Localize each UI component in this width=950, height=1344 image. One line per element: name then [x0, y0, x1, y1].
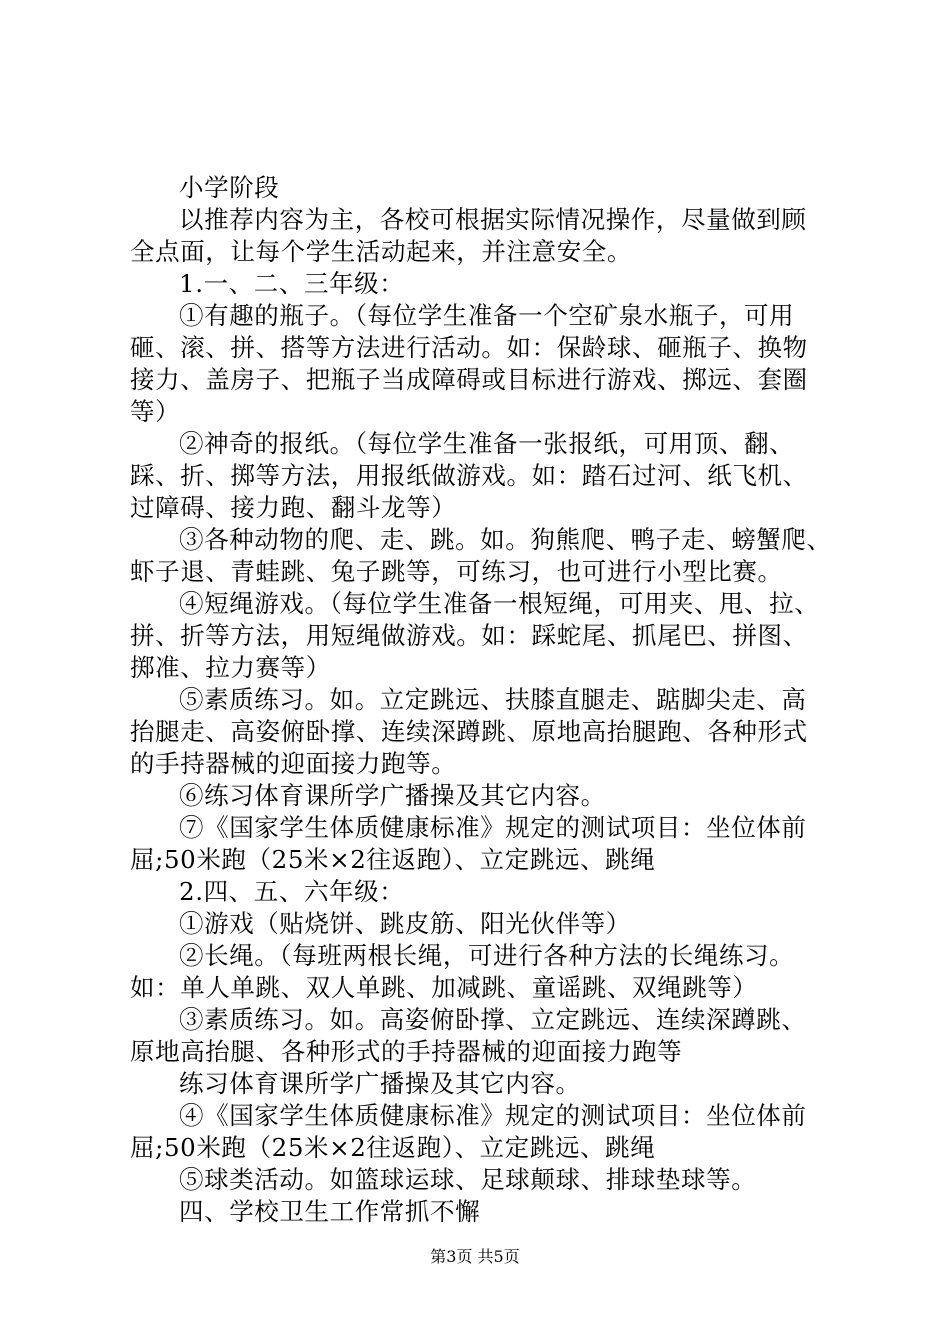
- text-line: ⑤素质练习。如。立定跳远、扶膝直腿走、踮脚尖走、高: [179, 685, 807, 714]
- text-line: 踩、折、掷等方法，用报纸做游戏。如：踏石过河、纸飞机、: [130, 461, 808, 490]
- text-line: 过障碍、接力跑、翻斗龙等）: [130, 493, 457, 522]
- text-line: 屈;50米跑（25米×2往返跑）、立定跳远、跳绳: [130, 1133, 656, 1162]
- text-line: 屈;50米跑（25米×2往返跑）、立定跳远、跳绳: [130, 845, 656, 874]
- text-line: ①有趣的瓶子。（每位学生准备一个空矿泉水瓶子，可用: [179, 301, 795, 330]
- text-line: ②长绳。（每班两根长绳，可进行各种方法的长绳练习。: [179, 941, 795, 970]
- text-line: 1.一、二、三年级：: [179, 269, 405, 298]
- text-line: 等）: [130, 397, 181, 426]
- text-line: 如：单人单跳、双人单跳、加减跳、童谣跳、双绳跳等）: [130, 973, 758, 1002]
- text-line: ⑤球类活动。如篮球运球、足球颠球、排球垫球等。: [179, 1165, 757, 1194]
- text-line: ④《国家学生体质健康标准》规定的测试项目：坐位体前: [179, 1101, 807, 1130]
- text-line: 小学阶段: [179, 173, 280, 202]
- page-footer: 第3页 共5页: [430, 1247, 520, 1266]
- text-line: ②神奇的报纸。（每位学生准备一张报纸，可用顶、翻、: [179, 429, 795, 458]
- text-line: 接力、盖房子、把瓶子当成障碍或目标进行游戏、掷远、套圈: [130, 365, 808, 394]
- text-line: ④短绳游戏。（每位学生准备一根短绳，可用夹、甩、拉、: [179, 589, 820, 618]
- text-line: 的手持器械的迎面接力跑等。: [130, 749, 457, 778]
- text-line: 虾子退、青蛙跳、兔子跳等，可练习，也可进行小型比赛。: [130, 557, 783, 586]
- text-line: ⑥练习体育课所学广播操及其它内容。: [179, 781, 606, 810]
- text-line: 掷准、拉力赛等）: [130, 653, 331, 682]
- text-line: 原地高抬腿、各种形式的手持器械的迎面接力跑等: [130, 1037, 683, 1066]
- text-line: 抬腿走、高姿俯卧撑、连续深蹲跳、原地高抬腿跑、各种形式: [130, 717, 808, 746]
- text-line: 以推荐内容为主，各校可根据实际情况操作，尽量做到顾: [179, 205, 807, 234]
- text-line: 练习体育课所学广播操及其它内容。: [179, 1069, 581, 1098]
- text-line: ③各种动物的爬、走、跳。如。狗熊爬、鸭子走、螃蟹爬、: [179, 525, 832, 554]
- document-body: [130, 172, 832, 1228]
- text-line: ⑦《国家学生体质健康标准》规定的测试项目：坐位体前: [179, 813, 807, 842]
- text-line: ①游戏（贴烧饼、跳皮筋、阳光伙伴等）: [179, 909, 631, 938]
- text-line: ③素质练习。如。高姿俯卧撑、立定跳远、连续深蹲跳、: [179, 1005, 807, 1034]
- document-text: [130, 172, 832, 1228]
- text-line: 2.四、五、六年级：: [179, 877, 405, 906]
- text-line: 砸、滚、拼、搭等方法进行活动。如：保龄球、砸瓶子、换物: [130, 333, 808, 362]
- text-line: 全点面，让每个学生活动起来，并注意安全。: [130, 237, 632, 266]
- text-line: 四、学校卫生工作常抓不懈: [179, 1197, 481, 1226]
- text-line: 拼、折等方法，用短绳做游戏。如：踩蛇尾、抓尾巴、拼图、: [130, 621, 808, 650]
